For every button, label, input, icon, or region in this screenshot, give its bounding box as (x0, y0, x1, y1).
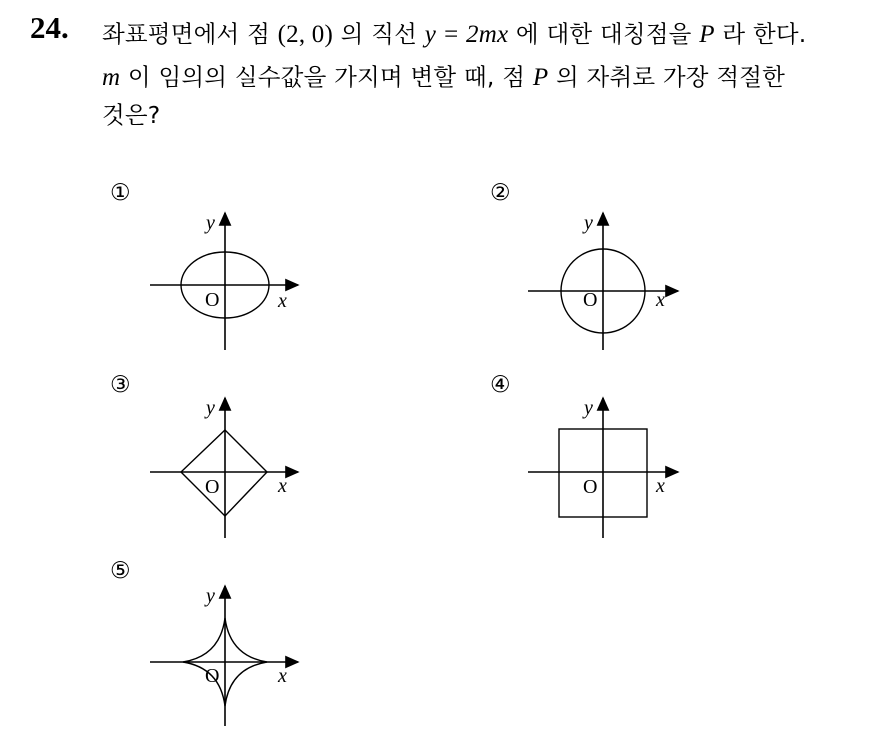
y-axis-label: y (206, 212, 215, 234)
x-axis-label: x (278, 475, 287, 497)
x-axis-label: x (656, 475, 665, 497)
choice-5-label[interactable]: ⑤ (110, 558, 131, 584)
diamond-locus (181, 430, 267, 516)
choice-1-graph[interactable] (140, 205, 310, 355)
question-line-2: m 이 임의의 실수값을 가지며 변할 때, 점 P 의 자취로 가장 적절한 (102, 63, 786, 91)
question-line-1: 좌표평면에서 점 (2, 0) 의 직선 y = 2mx 에 대한 대칭점을 P 라 한다. (102, 20, 807, 48)
x-axis-label: x (656, 289, 665, 311)
y-axis-label: y (584, 212, 593, 234)
origin-label: O (205, 476, 220, 498)
choice-4-graph[interactable] (520, 390, 690, 540)
choice-2-label[interactable]: ② (490, 180, 511, 206)
y-axis-label: y (206, 397, 215, 419)
origin-label: O (583, 476, 598, 498)
choice-1-label[interactable]: ① (110, 180, 131, 206)
origin-label: O (205, 665, 220, 687)
y-axis-label: y (584, 397, 593, 419)
y-axis-label: y (206, 585, 215, 607)
choice-5-graph[interactable] (140, 578, 310, 728)
choice-3-label[interactable]: ③ (110, 372, 131, 398)
question-line-3: 것은? (102, 101, 161, 129)
choice-4-label[interactable]: ④ (490, 372, 511, 398)
x-axis-label: x (278, 665, 287, 687)
origin-label: O (583, 289, 598, 311)
choice-2-graph[interactable] (520, 205, 690, 355)
origin-label: O (205, 289, 220, 311)
question-number: 24. (30, 10, 69, 45)
choice-3-graph[interactable] (140, 390, 310, 540)
x-axis-label: x (278, 290, 287, 312)
